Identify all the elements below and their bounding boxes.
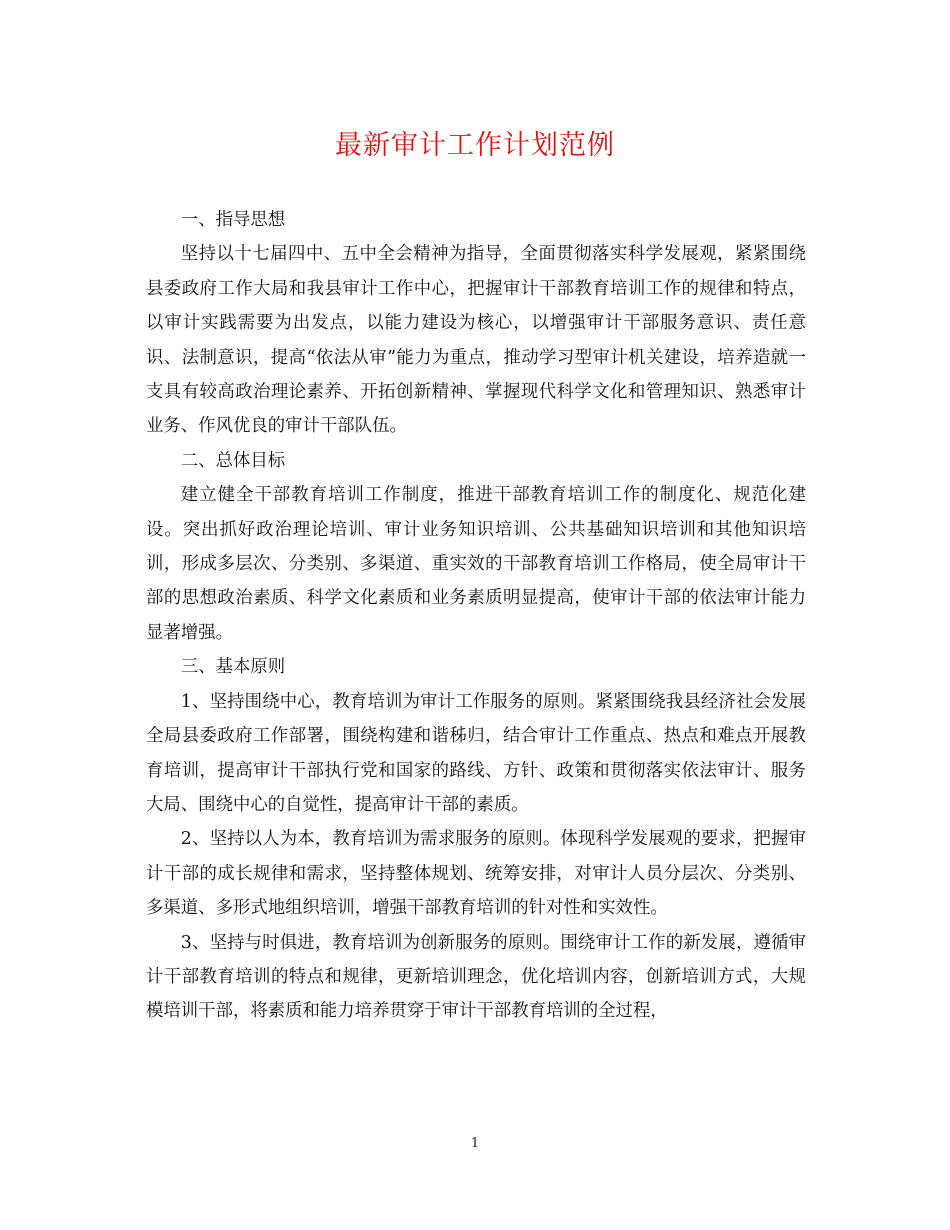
page-number: 1 — [470, 1136, 480, 1151]
paragraph-guiding-ideology: 坚持以十七届四中、五中全会精神为指导，全面贯彻落实科学发展观，紧紧围绕县委政府工作大局和我县审计工作中心，把握审计干部教育培训工作的规律和特点，以审计实践需要为出发点，以能力建设为核心，以增强审计干部服务意识、责任意识、法制意识，提高“依法从审”能力为重点，推动学习型审计机关建设，培养造就一支具有较高政治理论素养、开拓创新精神、掌握现代科学文化和管理知识、熟悉审计业务、作风优良的审计干部队伍。 — [146, 244, 806, 437]
document-body — [146, 203, 806, 1029]
paragraph-overall-goal: 建立健全干部教育培训工作制度，推进干部教育培训工作的制度化、规范化建设。突出抓好政治理论培训、审计业务知识培训、公共基础知识培训和其他知识培训，形成多层次、分类别、多渠道、重实效的干部教育培训工作格局，使全局审计干部的思想政治素质、科学文化素质和业务素质明显提高，使审计干部的依法审计能力显著增强。 — [146, 485, 806, 643]
paragraph-principle-1: 1、坚持围绕中心，教育培训为审计工作服务的原则。紧紧围绕我县经济社会发展全局县委政府工作部署，围绕构建和谐秭归，结合审计工作重点、热点和难点开展教育培训，提高审计干部执行党和国家的路线、方针、政策和贯彻落实依法审计、服务大局、围绕中心的自觉性，提高审计干部的素质。 — [146, 691, 806, 815]
paragraph-principle-3: 3、坚持与时俱进，教育培训为创新服务的原则。围绕审计工作的新发展，遵循审计干部教育培训的特点和规律，更新培训理念，优化培训内容，创新培训方式，大规模培训干部，将素质和能力培养贯穿于审计干部教育培训的全过程， — [146, 932, 806, 1022]
paragraph-principle-2: 2、坚持以人为本，教育培训为需求服务的原则。体现科学发展观的要求，把握审计干部的成长规律和需求，坚持整体规划、统筹安排，对审计人员分层次、分类别、多渠道、多形式地组织培训，增强干部教育培训的针对性和实效性。 — [146, 829, 806, 919]
section-heading-guiding-ideology: 一、指导思想 — [180, 210, 286, 230]
document-title: 最新审计工作计划范例 — [335, 130, 615, 161]
section-heading-overall-goal: 二、总体目标 — [180, 450, 286, 471]
section-heading-basic-principles: 三、基本原则 — [180, 657, 286, 678]
